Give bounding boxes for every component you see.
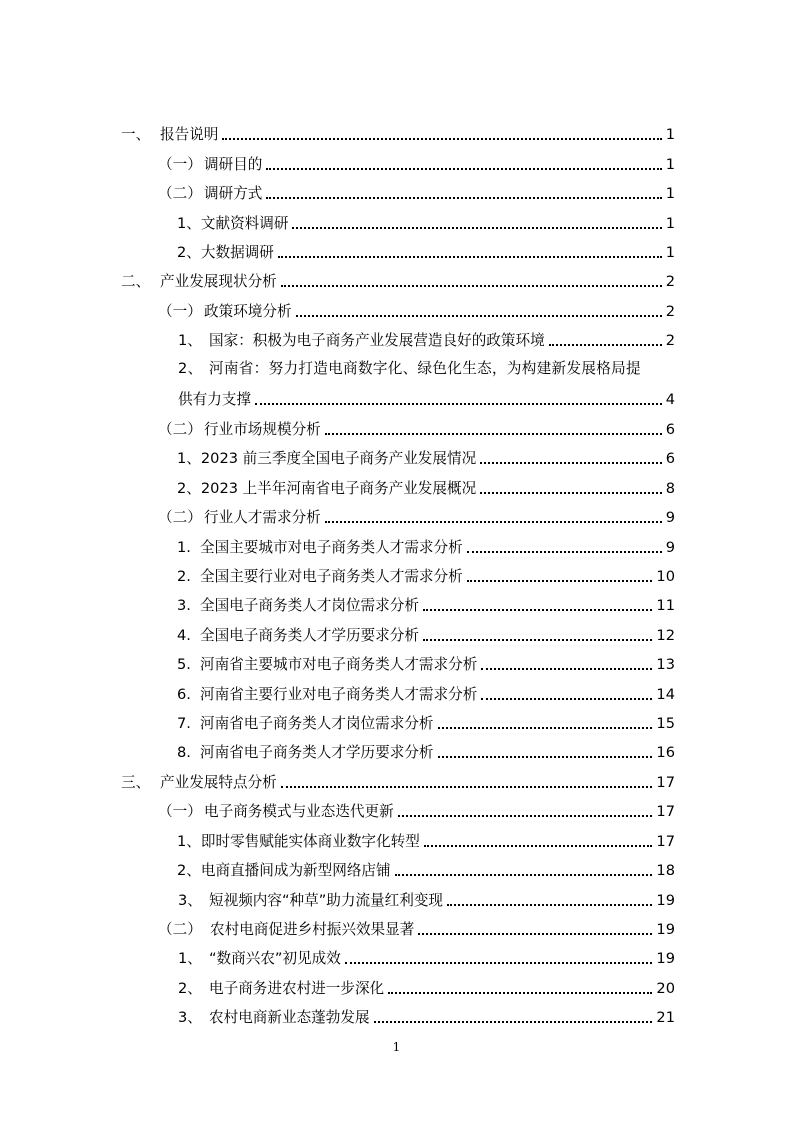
- dot-leader: [395, 874, 653, 876]
- toc-entry[interactable]: [158, 418, 675, 440]
- toc-entry-number: 5.: [177, 656, 191, 673]
- toc-entry-page: 6: [665, 450, 675, 467]
- dot-leader: [481, 668, 652, 670]
- toc-entry[interactable]: [177, 741, 675, 763]
- toc-entry-page: 2: [665, 303, 675, 320]
- toc-entry-title: 短视频内容“种草”助力流量红利变现: [209, 892, 444, 909]
- dot-leader: [447, 904, 652, 906]
- toc-entry-page: 16: [656, 744, 675, 761]
- toc-entry-page: 1: [665, 244, 675, 261]
- dot-leader: [480, 492, 662, 494]
- toc-entry-page: 12: [656, 627, 675, 644]
- toc-entry-page: 6: [665, 421, 675, 438]
- toc-entry-title: 行业人才需求分析: [204, 509, 321, 526]
- toc-entry-page: 2: [665, 273, 675, 290]
- dot-leader: [266, 168, 661, 170]
- toc-entry-title: 1、文献资料调研: [177, 215, 289, 232]
- dot-leader: [398, 815, 653, 817]
- toc-entry-title: 全国电子商务类人才岗位需求分析: [200, 597, 419, 614]
- toc-entry-title: 河南省主要城市对电子商务类人才需求分析: [200, 656, 478, 673]
- toc-entry[interactable]: [177, 536, 675, 558]
- toc-entry[interactable]: [177, 477, 675, 499]
- toc-entry[interactable]: [121, 771, 675, 793]
- dot-leader: [278, 256, 662, 258]
- toc-entry-page: 19: [656, 892, 675, 909]
- toc-entry[interactable]: [177, 241, 675, 263]
- toc-entry[interactable]: [178, 947, 675, 969]
- toc-entry-page: 21: [656, 1009, 675, 1026]
- dot-leader: [325, 521, 662, 523]
- toc-entry-number: （一）: [158, 156, 202, 173]
- toc-entry-number: 二、: [121, 273, 151, 290]
- toc-entry-number: 6.: [177, 686, 191, 703]
- toc-entry-page: 1: [665, 126, 675, 143]
- dot-leader: [418, 933, 652, 935]
- toc-entry-page: 19: [656, 950, 675, 967]
- toc-entry-title: 1、即时零售赋能实体商业数字化转型: [177, 833, 420, 850]
- toc-entry-number: 1、: [178, 950, 202, 967]
- toc-entry-page: 10: [656, 568, 675, 585]
- toc-entry-title: 农村电商促进乡村振兴效果显著: [210, 921, 415, 938]
- toc-entry-title: 2、电商直播间成为新型网络店铺: [177, 862, 391, 879]
- toc-entry[interactable]: [178, 889, 675, 911]
- dot-leader: [388, 992, 652, 994]
- toc-entry-number: 2.: [177, 568, 191, 585]
- toc-entry-page: 17: [656, 774, 675, 791]
- dot-leader: [480, 462, 662, 464]
- toc-entry-number: 4.: [177, 627, 191, 644]
- dot-leader: [296, 315, 662, 317]
- dot-leader: [281, 285, 662, 287]
- toc-entry[interactable]: [158, 182, 675, 204]
- toc-entry[interactable]: [177, 683, 675, 705]
- dot-leader: [281, 786, 653, 788]
- toc-entry-number: 1.: [177, 539, 191, 556]
- toc-entry-page: 18: [656, 862, 675, 879]
- toc-entry-page: 1: [665, 215, 675, 232]
- dot-leader: [438, 756, 653, 758]
- toc-entry-title: 2、2023 上半年河南省电子商务产业发展概况: [177, 480, 477, 497]
- toc-entry[interactable]: [177, 830, 675, 852]
- toc-entry-title: 全国主要行业对电子商务类人才需求分析: [200, 568, 463, 585]
- toc-entry[interactable]: [177, 594, 675, 616]
- dot-leader: [374, 1021, 653, 1023]
- toc-entry-title: 产业发展现状分析: [160, 273, 277, 290]
- dot-leader: [292, 227, 661, 229]
- toc-entry-number: （二）: [158, 509, 202, 526]
- toc-entry-page: 15: [656, 715, 675, 732]
- toc-entry[interactable]: [177, 212, 675, 234]
- toc-entry-number: 三、: [121, 774, 151, 791]
- toc-entry[interactable]: [178, 1006, 675, 1028]
- toc-entry[interactable]: [158, 300, 675, 322]
- toc-entry-title: 调研方式: [204, 185, 263, 202]
- toc-entry[interactable]: [121, 123, 675, 145]
- toc-entry-page: 20: [656, 980, 675, 997]
- toc-entry[interactable]: [177, 447, 675, 469]
- toc-entry-title: 全国主要城市对电子商务类人才需求分析: [200, 539, 463, 556]
- toc-entry[interactable]: [177, 653, 675, 675]
- toc-entry[interactable]: [177, 565, 675, 587]
- dot-leader: [255, 403, 662, 405]
- toc-entry-title: 农村电商新业态蓬勃发展: [209, 1009, 370, 1026]
- dot-leader: [438, 727, 653, 729]
- toc-entry-page: 11: [656, 597, 675, 614]
- toc-entry-title: 调研目的: [204, 156, 263, 173]
- toc-entry-number: 1、: [178, 332, 202, 349]
- toc-entry-number: 3、: [178, 1009, 202, 1026]
- toc-entry-page: 8: [665, 480, 675, 497]
- toc-entry-number: 2、: [178, 980, 202, 997]
- toc-entry-page: 4: [665, 391, 675, 408]
- toc-entry-title: 电子商务进农村进一步深化: [209, 980, 385, 997]
- toc-entry-number: （二）: [158, 421, 202, 438]
- toc-entry-number: （二）: [158, 185, 202, 202]
- toc-entry-title: 报告说明: [160, 126, 219, 143]
- dot-leader: [467, 580, 653, 582]
- toc-entry-title: 河南省主要行业对电子商务类人才需求分析: [200, 686, 478, 703]
- toc-entry-number: 2、: [178, 360, 203, 377]
- toc-entry-title: 全国电子商务类人才学历要求分析: [200, 627, 419, 644]
- toc-entry[interactable]: [178, 329, 675, 351]
- toc-entry-page: 17: [656, 833, 675, 850]
- dot-leader: [266, 197, 661, 199]
- toc-entry-page: 1: [665, 156, 675, 173]
- toc-entry-number: 7.: [177, 715, 191, 732]
- dot-leader: [423, 609, 653, 611]
- toc-entry-title: 2、大数据调研: [177, 244, 274, 261]
- toc-entry-page: 13: [656, 656, 675, 673]
- dot-leader: [549, 344, 662, 346]
- toc-entry-number: （一）: [158, 303, 202, 320]
- toc-entry-page: 9: [665, 539, 675, 556]
- toc-entry-page: 17: [656, 803, 675, 820]
- toc-entry-number: 3、: [178, 892, 202, 909]
- toc-entry-title: 1、2023 前三季度全国电子商务产业发展情况: [177, 450, 477, 467]
- toc-entry-title: 河南省电子商务类人才学历要求分析: [200, 744, 434, 761]
- toc-entry-number: 一、: [121, 126, 151, 143]
- toc-entry-number: 8.: [177, 744, 191, 761]
- toc-entry-number: （一）: [158, 803, 202, 820]
- toc-entry[interactable]: [158, 506, 675, 528]
- toc-entry-number: （二）: [158, 921, 202, 938]
- dot-leader: [423, 639, 653, 641]
- toc-entry-title: 国家：积极为电子商务产业发展营造良好的政策环境: [209, 332, 545, 349]
- toc-entry-page: 1: [665, 185, 675, 202]
- toc-entry-title: 电子商务模式与业态迭代更新: [204, 803, 394, 820]
- toc-entry[interactable]: [177, 859, 675, 881]
- toc-entry-title: 河南省：努力打造电商数字化、绿色化生态，为构建新发展格局提: [209, 360, 641, 377]
- page-number-footer: 1: [392, 1040, 401, 1054]
- toc-entry-number: 3.: [177, 597, 191, 614]
- toc-entry-title: 河南省电子商务类人才岗位需求分析: [200, 715, 434, 732]
- toc-entry[interactable]: [177, 624, 675, 646]
- toc-entry-title-continued: 供有力支撑: [178, 391, 251, 408]
- dot-leader: [481, 698, 652, 700]
- toc-entry-page: 19: [656, 921, 675, 938]
- toc-entry[interactable]: [178, 977, 675, 999]
- toc-entry[interactable]: [158, 918, 675, 940]
- dot-leader: [467, 551, 662, 553]
- dot-leader: [424, 845, 653, 847]
- dot-leader: [345, 962, 653, 964]
- toc-entry[interactable]: [121, 270, 675, 292]
- dot-leader: [222, 138, 661, 140]
- toc-entry-continuation[interactable]: [178, 388, 675, 410]
- dot-leader: [325, 433, 662, 435]
- toc-entry-page: 2: [665, 332, 675, 349]
- toc-entry-title: “数商兴农”初见成效: [209, 950, 341, 967]
- toc-entry-page: 14: [656, 686, 675, 703]
- toc-entry-title: 产业发展特点分析: [160, 774, 277, 791]
- toc-entry-wrapped[interactable]: [178, 359, 675, 379]
- toc-entry-title: 行业市场规模分析: [204, 421, 321, 438]
- toc-entry[interactable]: [158, 800, 675, 822]
- toc-entry[interactable]: [177, 712, 675, 734]
- toc-entry-title: 政策环境分析: [204, 303, 292, 320]
- toc-entry[interactable]: [158, 153, 675, 175]
- toc-entry-page: 9: [665, 509, 675, 526]
